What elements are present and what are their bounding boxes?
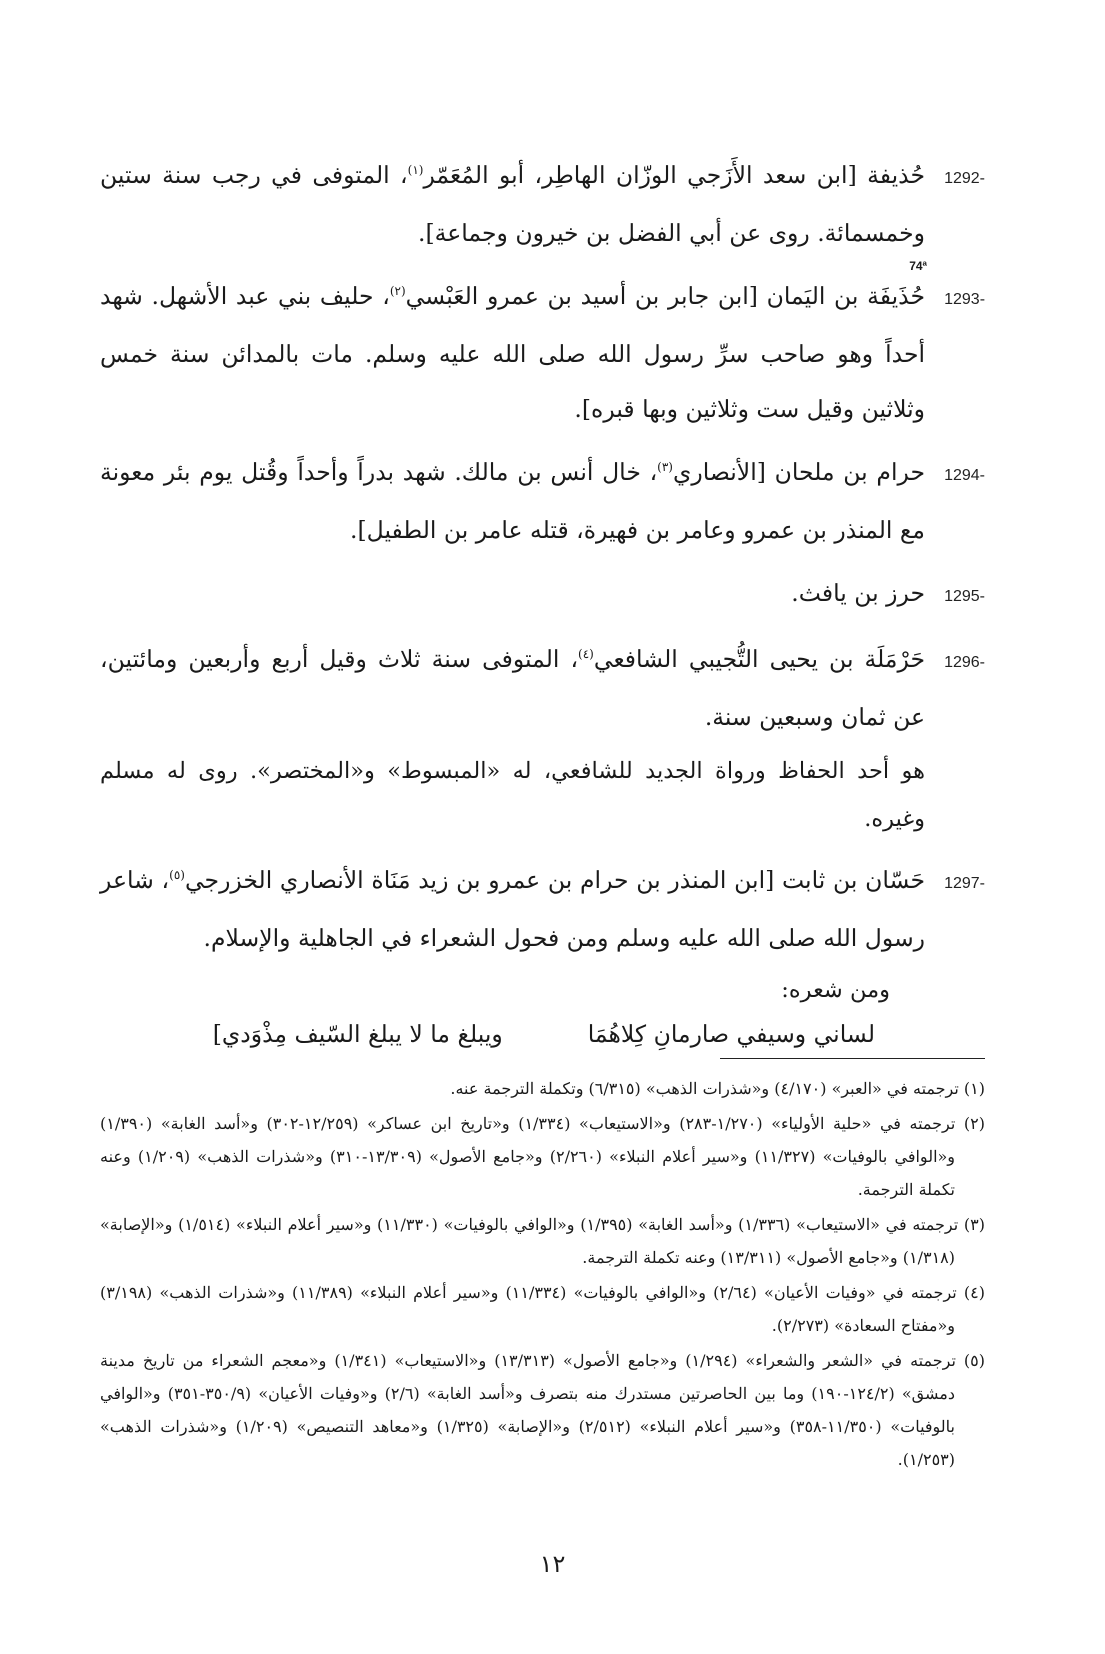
footnote-divider (720, 1058, 985, 1059)
footnote-ref[interactable]: (١) (407, 163, 424, 178)
footnotes-section (100, 1072, 985, 1478)
entry-1295 (100, 566, 985, 624)
footnote-ref[interactable]: (٤) (578, 647, 594, 662)
page-number: ١٢ (539, 1550, 566, 1578)
footnote: (١) ترجمته في «العبر» (٤/١٧٠) و«شذرات الذهب» (٦/٣١٥) وتكملة الترجمة عنه. (450, 1079, 985, 1098)
entry-text: حُذيفة [ابن سعد الأَزَجي الوزّان الهاطِر، أبو المُعَمّر (423, 161, 925, 189)
entry-number: 1294- (944, 467, 985, 484)
entry-text: حرام بن ملحان [الأنصاري (672, 458, 925, 486)
entry-text-rest: ، شاعر رسول الله صلى الله عليه وسلم ومن فحول الشعراء في الجاهلية والإسلام. (100, 866, 925, 952)
entry-paragraph: هو أحد الحفاظ ورواة الجديد للشافعي، له «المبسوط» و«المختصر». روى له مسلم وغيره. (100, 758, 925, 832)
footnote: (٢) ترجمته في «حلية الأولياء» (١/٢٧٠-٢٨٣) و«الاستيعاب» (١/٣٣٤) و«تاريخ ابن عساكر» (١٢/٢٥٩-٣٠٢) و«أسد الغابة» (١/٣٩٠) و«الوافي بالوفيات» (١١/٣٢٧) و«سير أعلام النبلاء» (٢/٢٦٠) و«جامع الأصول» (١٣/٣٠٩-٣١٠) و«شذرات الذهب» (١/٢٠٩) وعنه تكملة الترجمة. (100, 1114, 985, 1199)
entry-number: 1295- (944, 588, 985, 605)
entry-1292 (100, 148, 985, 261)
entry-number: 1293- (944, 291, 986, 308)
entry-1296 (100, 632, 985, 745)
entry-1294 (100, 445, 985, 558)
entry-1297 (100, 853, 985, 966)
footnote-ref[interactable]: (٣) (657, 460, 673, 475)
entry-number: 1292- (944, 170, 985, 187)
footnote-ref[interactable]: (٢) (389, 284, 406, 299)
entry-text: حُذَيفَة بن اليَمان [ابن جابر بن أسيد بن عمرو العَبْسي (405, 282, 926, 310)
entry-text: حَرْمَلَة بن يحيى التُّجيبي الشافعي (593, 645, 925, 673)
verse-second-hemistich: ويبلغ ما لا يبلغ السّيف مِذْوَدي] (212, 1020, 503, 1048)
footnote: (٥) ترجمته في «الشعر والشعراء» (١/٢٩٤) و«جامع الأصول» (١٣/٣١٣) و«الاستيعاب» (١/٣٤١) و«معجم الشعراء من تاريخ مدينة دمشق» (١٢٤/٢-١٩٠) وما بين الحاصرتين مستدرك منه بتصرف و«أسد الغابة» (٢/٦) و«وفيات الأعيان» (٣٥٠/٩-٣٥١) و«الوافي بالوفيات» (١١/٣٥٠-٣٥٨) و«سير أعلام النبلاء» (٢/٥١٢) و«الإصابة» (١/٣٢٥) و«معاهد التنصيص» (١/٢٠٩) و«شذرات الذهب» (١/٢٥٣). (100, 1351, 986, 1469)
entry-number: 1297- (944, 875, 985, 892)
entry-1293 (100, 269, 985, 437)
poem-intro: ومن شعره: (781, 977, 890, 1003)
entry-text: حَسّان بن ثابت [ابن المنذر بن حرام بن عمرو بن زيد مَنَاة الأنصاري الخزرجي (184, 866, 925, 894)
entry-text-rest: ، حليف بني عبد الأشهل. شهد أحداً وهو صاحب سرِّ رسول الله صلى الله عليه وسلم. مات بالمدائن سنة خمس وثلاثين وقيل ست وثلاثين وبها قبره]. (100, 282, 925, 423)
entry-text-rest: ، المتوفى في رجب سنة ستين وخمسمائة. روى عن أبي الفضل بن خيرون وجماعة]. (100, 161, 925, 247)
entries-section (100, 148, 985, 1058)
footnote: (٣) ترجمته في «الاستيعاب» (١/٣٣٦) و«أسد الغابة» (١/٣٩٥) و«الوافي بالوفيات» (١١/٣٣٠) و«سير أعلام النبلاء» (١/٥١٤) و«الإصابة» (١/٣١٨) و«جامع الأصول» (١٣/٣١١) وعنه تكملة الترجمة. (100, 1215, 985, 1267)
footnote: (٤) ترجمته في «وفيات الأعيان» (٢/٦٤) و«الوافي بالوفيات» (١١/٣٣٤) و«سير أعلام النبلاء» (١١/٣٨٩) و«شذرات الذهب» (٣/١٩٨) و«مفتاح السعادة» (٢/٢٧٣). (100, 1283, 985, 1335)
entry-text-rest: ، المتوفى سنة ثلاث وقيل أربع وأربعين ومائتين، عن ثمان وسبعين سنة. (100, 645, 925, 731)
entry-text: حرز بن يافث. (791, 579, 925, 607)
verse-first-hemistich: لساني وسيفي صارمانِ كِلاهُمَا (587, 1020, 875, 1048)
footnote-ref[interactable]: (٥) (169, 868, 185, 883)
poem-verse (100, 1010, 985, 1058)
folio-marker: 74ª (909, 259, 927, 273)
entry-number: 1296- (944, 654, 985, 671)
entry-text-rest: ، خال أنس بن مالك. شهد بدراً وأحداً وقُتل يوم بئر معونة مع المنذر بن عمرو وعامر بن فهيرة، قتله عامر بن الطفيل]. (100, 458, 925, 544)
